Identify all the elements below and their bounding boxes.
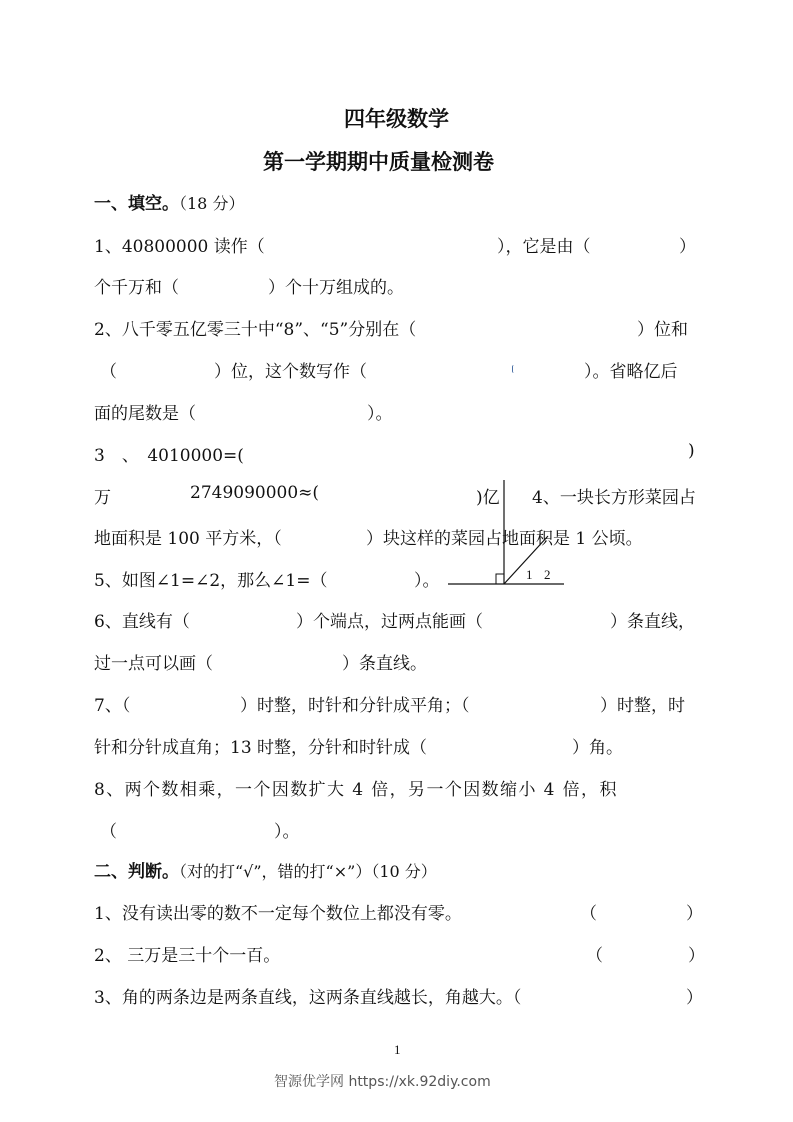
section1-heading [94,189,244,214]
section2-note: （对的打“√”，错的打“×”）（10 分） [179,862,437,881]
q3-part-d: 2749090000≈( [190,483,320,503]
j1-open: （ [580,904,597,924]
page-number: 1 [394,1042,401,1057]
q7-part-e: ）角。 [572,738,623,758]
q1-part-b: ），它是由（ [497,237,591,257]
q3-part-c: 万 [94,488,111,508]
q2-part-f: 面的尾数是（ [94,404,196,424]
q2-part-c: （ [100,362,117,382]
q4-part-a: 4、一块长方形菜园占 [532,488,696,508]
q6-part-e: ）条直线。 [342,654,427,674]
q4-part-c: ）块这样的菜园占地面积是 1 公顷。 [366,529,643,549]
stray-mark [512,365,516,373]
q4-part-b: 地面积是 100 平方米，（ [94,529,282,549]
figure-label-2: 2 [544,567,551,582]
page-title: 四年级数学 [344,107,449,131]
page-subtitle: 第一学期期中质量检测卷 [263,150,494,174]
q7-part-c: ）时整，时 [600,696,685,716]
q5-part-b: ）。 [414,571,440,591]
j2-text: 2、 三万是三十个一百。 [94,946,281,966]
section1-title: 一、填空。 [94,194,179,214]
q1-part-c: ） [679,237,696,257]
q6-part-a: 6、直线有（ [94,612,190,632]
q7-part-a: 7、（ [94,696,131,716]
section2-heading [94,857,437,882]
j2-close: ） [688,946,705,966]
j3-text: 3、角的两条边是两条直线，这两条直线越长，角越大。（ [94,988,522,1008]
section1-score: （18 分） [179,194,245,213]
q1-part-a: 1、40800000 读作（ [94,237,265,257]
q8-part-a: 8、两个数相乘，一个因数扩大 4 倍，另一个因数缩小 4 倍，积 [94,780,618,800]
q6-part-b: ）个端点，过两点能画（ [296,612,483,632]
q1-part-d: 个千万和（ [94,278,179,298]
q6-part-c: ）条直线， [610,612,695,632]
q3-part-b: ) [688,441,695,461]
q7-part-d: 针和分针成直角；13 时整，分针和时针成（ [94,738,428,758]
q7-part-b: ）时整，时针和分针成平角；（ [240,696,470,716]
q2-part-d: ）位，这个数写作（ [214,362,367,382]
q2-part-a: 2、八千零五亿零三十中“8”、“5”分别在（ [94,320,417,340]
figure-right-angle-mark [496,574,504,584]
q5-part-a: 5、如图∠1=∠2，那么∠1=（ [94,571,328,591]
footer-watermark: 智源优学网 https://xk.92diy.com [274,1074,491,1090]
angle-figure [440,478,570,588]
j1-close: ） [686,904,703,924]
q2-part-g: ）。 [367,404,393,424]
j3-close: ） [686,988,703,1008]
q8-part-b: （ [100,822,117,842]
q6-part-d: 过一点可以画（ [94,654,213,674]
j2-open: （ [586,946,603,966]
q8-part-c: ）。 [274,822,300,842]
section2-title: 二、判断。 [94,862,179,882]
q2-part-b: ）位和 [637,320,688,340]
q3-part-e: )亿 [476,488,500,508]
figure-label-1: 1 [526,567,533,582]
q3-part-a: 3 、 4010000=( [94,446,244,466]
q2-part-e: ）。省略亿后 [584,362,678,382]
j1-text: 1、没有读出零的数不一定每个数位上都没有零。 [94,904,462,924]
q1-part-e: ）个十万组成的。 [268,278,404,298]
